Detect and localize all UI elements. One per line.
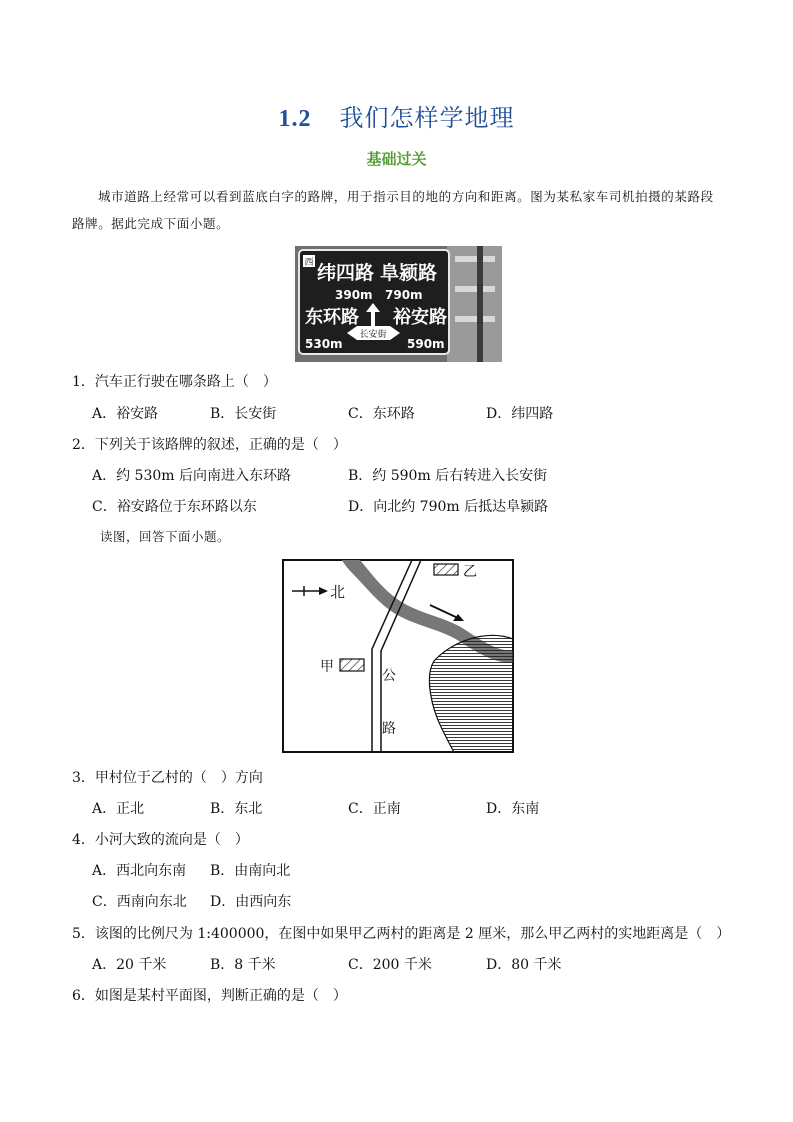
question-3: 3．甲村位于乙村的（ ）方向 <box>72 770 263 786</box>
q4-option-c[interactable]: C．西南向东北 <box>92 894 187 910</box>
road-label-1: 公 <box>382 668 396 684</box>
question-4: 4．小河大致的流向是（ ） <box>72 832 249 848</box>
map-instruction: 读图，回答下面小题。 <box>100 529 231 544</box>
question-5: 5．该图的比例尺为 1:400000，在图中如果甲乙两村的距离是 2 厘米，那么甲乙两村的实地距离是（ ） <box>72 926 731 942</box>
q1-option-b[interactable]: B．长安街 <box>210 406 277 422</box>
sign-left-road: 东环路 <box>305 307 359 328</box>
q3-option-d[interactable]: D．东南 <box>486 801 540 817</box>
road-label-2: 路 <box>382 721 396 737</box>
sign-left-distance: 530m <box>305 337 343 351</box>
q3-option-a[interactable]: A．正北 <box>92 801 145 817</box>
q2-option-b[interactable]: B．约 590m 后右转进入长安街 <box>348 468 548 484</box>
q2-option-a[interactable]: A．约 530m 后向南进入东环路 <box>92 468 292 484</box>
sign-center-road: 长安街 <box>359 330 387 340</box>
q3-option-c[interactable]: C．正南 <box>348 801 401 817</box>
q5-option-c[interactable]: C．200 千米 <box>348 957 432 973</box>
village-map <box>282 559 514 753</box>
sign-top-right-distance: 790m <box>385 288 423 302</box>
sign-right-road: 裕安路 <box>393 307 447 328</box>
q5-option-d[interactable]: D．80 千米 <box>486 957 562 973</box>
q4-option-b[interactable]: B．由南向北 <box>210 863 291 879</box>
section-number: 1.2 <box>278 106 312 132</box>
q1-option-d[interactable]: D．纬四路 <box>486 406 554 422</box>
sign-top-left-distance: 390m <box>335 288 373 302</box>
q2-option-c[interactable]: C．裕安路位于东环路以东 <box>92 499 257 515</box>
section-title: 我们怎样学地理 <box>339 104 515 132</box>
sign-top-right-road: 阜颍路 <box>380 262 438 284</box>
q3-option-b[interactable]: B．东北 <box>210 801 263 817</box>
q1-option-c[interactable]: C．东环路 <box>348 406 415 422</box>
q4-option-a[interactable]: A．西北向东南 <box>92 863 187 879</box>
q5-option-b[interactable]: B．8 千米 <box>210 957 276 973</box>
village-a-label: 甲 <box>320 659 334 675</box>
question-2: 2．下列关于该路牌的叙述，正确的是（ ） <box>72 437 347 453</box>
sign-corner-text: 西 <box>304 258 314 268</box>
page-title <box>0 98 793 133</box>
intro-paragraph: 城市道路上经常可以看到蓝底白字的路牌，用于指示目的地的方向和距离。图为某私家车司机拍摄的某路段路牌。据此完成下面小题。 <box>72 189 714 231</box>
question-1: 1．汽车正行驶在哪条路上（ ） <box>72 374 277 390</box>
village-b-label: 乙 <box>463 564 477 580</box>
sign-right-distance: 590m <box>407 337 445 351</box>
north-label: 北 <box>330 583 346 601</box>
q5-option-a[interactable]: A．20 千米 <box>92 957 167 973</box>
road-sign-photo <box>295 246 502 362</box>
question-6: 6．如图是某村平面图，判断正确的是（ ） <box>72 988 347 1004</box>
q1-option-a[interactable]: A．裕安路 <box>92 406 159 422</box>
q2-option-d[interactable]: D．向北约 790m 后抵达阜颍路 <box>348 499 549 515</box>
q4-option-d[interactable]: D．由西向东 <box>210 894 292 910</box>
sign-top-left-road: 纬四路 <box>317 262 375 284</box>
section-heading: 基础过关 <box>366 150 427 168</box>
